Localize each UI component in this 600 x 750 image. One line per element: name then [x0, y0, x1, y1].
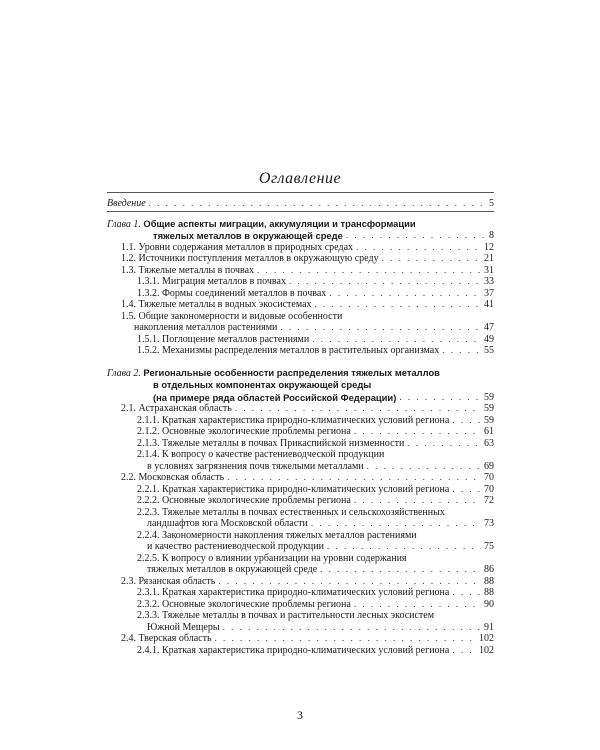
- entry-text: Основные экологические проблемы региона: [162, 495, 351, 506]
- entry-text: Тяжелые металлы в водных экосистемах: [138, 299, 312, 310]
- table-of-contents: [107, 196, 494, 656]
- entry-text: Московская область: [138, 472, 225, 483]
- toc-row: [137, 587, 494, 599]
- toc-entry[interactable]: [107, 495, 494, 507]
- toc-row: [107, 198, 494, 210]
- entry-text: Астраханская область: [138, 403, 232, 414]
- toc-row: [121, 576, 494, 588]
- toc-page-number: 91: [484, 621, 494, 633]
- section-number: 2.2.: [121, 472, 139, 483]
- toc-page-number: 102: [479, 633, 494, 644]
- toc-page-number: 31: [484, 264, 494, 276]
- toc-page-number: 33: [484, 276, 494, 287]
- toc-entry[interactable]: [107, 484, 494, 496]
- toc-page-number: 90: [484, 598, 494, 610]
- toc-page-number: 59: [484, 391, 494, 403]
- entry-line: [121, 265, 254, 277]
- entry-text: Краткая характеристика природно-климатических условий региона: [162, 644, 450, 656]
- section-number: 2.3.2.: [137, 598, 162, 610]
- toc-page-number: 37: [484, 287, 494, 299]
- toc-entry[interactable]: [107, 633, 494, 645]
- dot-leader: [227, 472, 481, 484]
- dot-leader: [329, 288, 481, 300]
- entry-line: [121, 253, 379, 265]
- chapter-title-line: [107, 367, 494, 380]
- chapter-title: тяжелых металлов в окружающей среде: [153, 230, 343, 241]
- entry-line: [137, 288, 326, 300]
- toc-page-number: 72: [484, 495, 494, 506]
- section-number: 2.4.1.: [137, 644, 162, 656]
- dot-leader: [311, 518, 481, 530]
- toc-row: [121, 472, 494, 484]
- chapter-title: в отдельных компонентах окружающей среды: [153, 379, 372, 390]
- toc-entry-intro[interactable]: [107, 196, 494, 210]
- toc-entry[interactable]: [107, 403, 494, 415]
- dot-leader: [354, 599, 481, 611]
- section-number: 2.2.5.: [137, 552, 162, 564]
- toc-entry[interactable]: [107, 334, 494, 346]
- toc-page-number: 5: [489, 198, 494, 209]
- toc-row: [121, 265, 494, 277]
- toc-row: [137, 622, 494, 634]
- dot-leader: [257, 265, 481, 277]
- section-number: 2.2.1.: [137, 483, 162, 495]
- entry-text: Рязанская область: [138, 575, 216, 587]
- dot-leader: [452, 587, 481, 599]
- toc-entry[interactable]: [107, 472, 494, 484]
- section-number: 1.3.1.: [137, 276, 162, 287]
- chapter-label: Глава 2.: [107, 367, 141, 379]
- toc-row: [121, 242, 494, 254]
- entry-text-line: [137, 507, 494, 519]
- entry-text-line: [137, 449, 494, 461]
- entry-text: Основные экологические проблемы региона: [162, 426, 351, 437]
- top-rule: [107, 192, 494, 193]
- toc-page-number: 69: [484, 460, 494, 472]
- toc-page-number: 21: [484, 253, 494, 264]
- entry-text-line: [137, 530, 494, 542]
- toc-row: [121, 299, 494, 311]
- entry-line: [137, 426, 351, 438]
- entry-text-line: [137, 553, 494, 565]
- toc-page-number: 63: [484, 437, 494, 449]
- toc-entry[interactable]: [107, 587, 494, 599]
- toc-page-number: 88: [484, 575, 494, 587]
- entry-text: ландшафтов юга Московской области: [147, 518, 308, 529]
- section-number: 2.1.1.: [137, 414, 162, 426]
- section-number: 1.3.2.: [137, 287, 162, 299]
- toc-chapter[interactable]: [107, 367, 494, 404]
- toc-entry[interactable]: [107, 438, 494, 450]
- section-number: 1.4.: [121, 299, 139, 310]
- section-number: 1.3.: [121, 264, 139, 276]
- dot-leader: [382, 253, 481, 265]
- toc-row: [137, 334, 494, 346]
- entry-line: [137, 645, 449, 657]
- entry-text: Южной Мещеры: [147, 621, 220, 633]
- entry-text: Поглощение металлов растениями: [162, 333, 310, 345]
- toc-row: [121, 633, 494, 645]
- entry-line: [137, 415, 449, 427]
- toc-page-number: 70: [484, 472, 494, 483]
- chapter-title-line: [107, 218, 494, 231]
- toc-page-number: 55: [484, 345, 494, 356]
- section-number: 2.1.3.: [137, 437, 162, 449]
- entry-text: Тяжелые металлы в почвах и растительности лесных экосистем: [162, 610, 435, 621]
- dot-leader: [367, 461, 481, 473]
- dot-leader: [452, 484, 481, 496]
- section-number: 1.2.: [121, 253, 139, 264]
- toc-row: [121, 403, 494, 415]
- toc-row: [121, 253, 494, 265]
- toc-page-number: 12: [484, 241, 494, 253]
- section-number: 1.1.: [121, 241, 139, 253]
- toc-row: [137, 599, 494, 611]
- entry-text: в условиях загрязнения почв тяжелыми металлами: [147, 460, 364, 472]
- toc-row: [137, 276, 494, 288]
- entry-text: Уровни содержания металлов в природных средах: [138, 241, 354, 253]
- toc-row: [137, 438, 494, 450]
- entry-line: [137, 276, 286, 288]
- entry-text: Тяжелые металлы в почвах Прикаспийской низменности: [162, 437, 405, 449]
- entry-text: Краткая характеристика природно-климатических условий региона: [162, 414, 450, 426]
- section-number: 2.2.4.: [137, 529, 162, 541]
- toc-entry[interactable]: [107, 345, 494, 357]
- entry-line: [121, 299, 312, 311]
- toc-row: [137, 345, 494, 357]
- dot-leader: [346, 230, 486, 242]
- entry-text: накопления металлов растениями: [134, 322, 278, 333]
- dot-leader: [399, 392, 481, 404]
- toc-entry[interactable]: [107, 253, 494, 265]
- dot-leader: [354, 426, 481, 438]
- dot-leader: [327, 541, 481, 553]
- dot-leader: [280, 322, 481, 334]
- section-number: 2.2.3.: [137, 506, 162, 518]
- dot-leader: [149, 198, 486, 210]
- toc-page-number: 86: [484, 564, 494, 575]
- toc-page-number: 73: [484, 518, 494, 529]
- toc-row: [107, 230, 494, 242]
- entry-line: [137, 599, 351, 611]
- toc-entry[interactable]: [107, 530, 494, 553]
- entry-text: Краткая характеристика природно-климатических условий региона: [162, 483, 450, 495]
- chapter-title: (на примере ряда областей Российской Федерации): [153, 391, 397, 403]
- entry-line: [121, 633, 212, 645]
- toc-row: [107, 392, 494, 404]
- dot-leader: [289, 276, 481, 288]
- entry-text: К вопросу о качестве растениеводческой продукции: [162, 449, 385, 460]
- toc-row: [137, 288, 494, 300]
- entry-text: Общие закономерности и видовые особенности: [138, 310, 343, 322]
- toc-entry[interactable]: [107, 610, 494, 633]
- section-number: 2.3.3.: [137, 610, 162, 621]
- dot-leader: [218, 576, 481, 588]
- toc-title: Оглавление: [258, 170, 342, 187]
- entry-line: [137, 484, 449, 496]
- toc-entry[interactable]: [107, 645, 494, 657]
- toc-entry[interactable]: [107, 299, 494, 311]
- toc-entry[interactable]: [107, 553, 494, 576]
- toc-entry[interactable]: [107, 276, 494, 288]
- chapter-title: Общие аспекты миграции, аккумуляции и трансформации: [143, 217, 416, 229]
- dot-leader: [312, 334, 481, 346]
- toc-row: [121, 322, 494, 334]
- entry-text-line: [137, 610, 494, 622]
- entry-text: К вопросу о влиянии урбанизации на уровни содержания: [162, 552, 407, 564]
- section-number: 1.5.2.: [137, 345, 162, 356]
- toc-row: [137, 415, 494, 427]
- entry-line: [137, 438, 404, 450]
- entry-text: Основные экологические проблемы региона: [162, 598, 351, 610]
- toc-page-number: 102: [479, 644, 494, 656]
- entry-line: [137, 345, 439, 357]
- toc-entry[interactable]: [107, 242, 494, 254]
- chapter-label: Глава 1.: [107, 218, 141, 230]
- entry-text: Механизмы распределения металлов в растительных организмах: [162, 345, 440, 356]
- entry-text: Тяжелые металлы в почвах: [138, 264, 255, 276]
- toc-page-number: 61: [484, 426, 494, 437]
- entry-text: Тверская область: [138, 633, 212, 644]
- toc-page-number: 70: [484, 483, 494, 495]
- toc-entry[interactable]: [107, 507, 494, 530]
- toc-page-number: 49: [484, 333, 494, 345]
- entry-text: тяжелых металлов в окружающей среде: [147, 564, 318, 575]
- toc-row: [137, 564, 494, 576]
- toc-page-number: 59: [484, 414, 494, 426]
- section-number: 2.1.4.: [137, 449, 162, 460]
- section-number: 2.4.: [121, 633, 139, 644]
- toc-row: [137, 426, 494, 438]
- entry-text: Краткая характеристика природно-климатических условий региона: [162, 587, 450, 598]
- section-number: 1.5.1.: [137, 333, 162, 345]
- dot-leader: [223, 622, 481, 634]
- toc-page-number: 8: [489, 230, 494, 241]
- section-number: 1.5.: [121, 310, 139, 322]
- toc-row: [137, 495, 494, 507]
- entry-text: и качество растениеводческой продукции: [147, 541, 324, 552]
- dot-leader: [407, 438, 481, 450]
- toc-entry[interactable]: [107, 599, 494, 611]
- toc-page-number: 41: [484, 299, 494, 310]
- section-number: 2.1.2.: [137, 426, 162, 437]
- dot-leader: [235, 403, 481, 415]
- toc-entry[interactable]: [107, 426, 494, 438]
- toc-entry[interactable]: [107, 311, 494, 334]
- section-number: 2.3.: [121, 575, 139, 587]
- dot-leader: [442, 345, 481, 357]
- entry-text: Источники поступления металлов в окружающую среду: [138, 253, 379, 264]
- toc-page-number: 59: [484, 403, 494, 414]
- entry-text: Тяжелые металлы в почвах естественных и сельскохозяйственных: [162, 506, 445, 518]
- chapter-title-line: [107, 379, 494, 392]
- entry-text: Закономерности накопления тяжелых металлов растениями: [162, 529, 417, 541]
- toc-row: [137, 645, 494, 657]
- section-number: 2.3.1.: [137, 587, 162, 598]
- page-number: 3: [297, 708, 303, 722]
- dot-leader: [354, 495, 481, 507]
- toc-entry[interactable]: [107, 415, 494, 427]
- entry-line: [121, 242, 353, 254]
- dot-leader: [215, 633, 476, 645]
- entry-text: Миграция металлов в почвах: [162, 276, 286, 287]
- entry-line: [137, 495, 351, 507]
- dot-leader: [452, 415, 481, 427]
- toc-entry[interactable]: [107, 288, 494, 300]
- toc-entry[interactable]: [107, 576, 494, 588]
- toc-row: [137, 541, 494, 553]
- toc-row: [137, 484, 494, 496]
- dot-leader: [315, 299, 481, 311]
- toc-chapter[interactable]: [107, 218, 494, 242]
- intro-label: Введение: [107, 198, 146, 209]
- toc-entry[interactable]: [107, 449, 494, 472]
- dot-leader: [452, 645, 476, 657]
- entry-line: [121, 576, 215, 588]
- entry-line: [137, 334, 309, 346]
- toc-entry[interactable]: [107, 265, 494, 277]
- section-number: 2.2.2.: [137, 495, 162, 506]
- toc-row: [137, 461, 494, 473]
- dot-leader: [320, 564, 481, 576]
- entry-line: [121, 403, 232, 415]
- section-number: 2.1.: [121, 403, 139, 414]
- toc-row: [137, 518, 494, 530]
- entry-text-line: [121, 311, 494, 323]
- toc-page-number: 75: [484, 541, 494, 552]
- toc-page-number: 88: [484, 587, 494, 598]
- chapter-title: Региональные особенности распределения тяжелых металлов: [143, 366, 440, 378]
- entry-text: Формы соединений металлов в почвах: [162, 287, 327, 299]
- entry-line: [137, 587, 449, 599]
- entry-line: [121, 472, 224, 484]
- toc-page-number: 47: [484, 322, 494, 333]
- dot-leader: [356, 242, 481, 254]
